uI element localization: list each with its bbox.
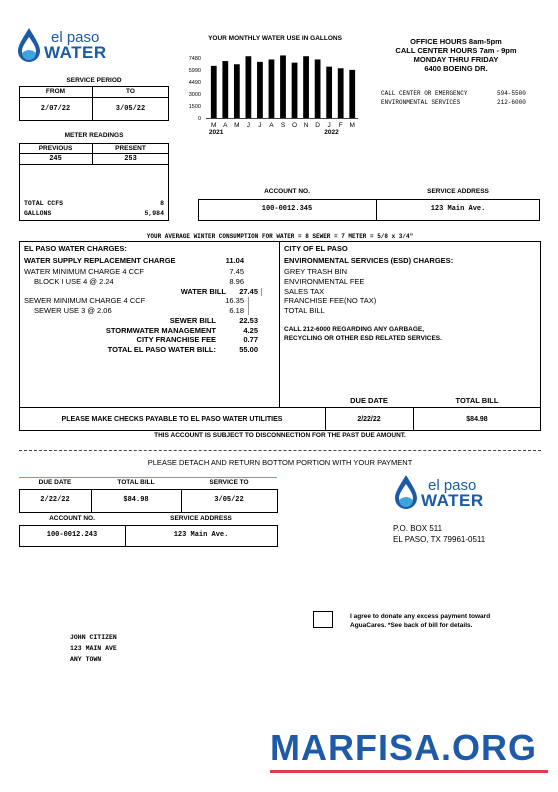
esd-charges-title: ENVIRONMENTAL SERVICES (ESD) CHARGES:	[284, 256, 454, 265]
y-tick-label: 0	[197, 116, 201, 122]
chart-title: YOUR MONTHLY WATER USE IN GALLONS	[208, 35, 342, 42]
env-services-phone: 212-6000	[497, 99, 526, 106]
account-no-value: 100-0012.345	[261, 205, 313, 213]
meter-present-value: 253	[124, 155, 137, 163]
esd-item: ENVIRONMENTAL FEE	[284, 277, 365, 286]
meter-present-label: PRESENT	[115, 145, 146, 152]
customer-city: ANY TOWN	[70, 656, 102, 663]
x-tick-label: A	[223, 122, 228, 129]
winter-consumption-line: YOUR AVERAGE WINTER CONSUMPTION FOR WATER = 8 SEWER = 7 METER = 5/8 x 3/4"	[146, 233, 414, 240]
x-tick-label: N	[303, 122, 309, 129]
service-from-value: 2/07/22	[40, 105, 71, 113]
bar	[349, 70, 355, 118]
bar	[292, 63, 298, 118]
office-address: 6400 BOEING DR.	[424, 64, 488, 73]
sewer-use-value: 6.18	[229, 306, 244, 315]
gallons-label: GALLONS	[24, 210, 52, 217]
epw-charges-title: EL PASO WATER CHARGES:	[24, 244, 127, 253]
customer-street: 123 MAIN AVE	[70, 645, 117, 652]
donate-line2: AguaCares. *See back of bill for details.	[350, 622, 473, 629]
total-ccfs-label: TOTAL CCFS	[24, 200, 64, 207]
bar	[234, 64, 240, 118]
remit-line1: P.O. BOX 511	[393, 524, 443, 533]
stub-service-to-value: 3/05/22	[214, 496, 244, 504]
esd-item: TOTAL BILL	[284, 306, 325, 315]
disconnect-notice: THIS ACCOUNT IS SUBJECT TO DISCONNECTION FOR THE PAST DUE AMOUNT.	[154, 432, 406, 439]
service-from-label: FROM	[45, 88, 66, 95]
x-tick-label: J	[258, 122, 262, 129]
stub-address-label: SERVICE ADDRESS	[170, 515, 232, 522]
x-tick-label: O	[292, 122, 298, 129]
stub-account-label: ACCOUNT NO.	[49, 515, 95, 522]
office-days: MONDAY THRU FRIDAY	[413, 55, 499, 64]
esd-note-line1: CALL 212-6000 REGARDING ANY GARBAGE,	[284, 326, 425, 333]
esd-item: SALES TAX	[284, 287, 325, 296]
watermark-underline	[270, 770, 548, 773]
stormwater-label: STORMWATER MANAGEMENT	[105, 326, 216, 335]
year-label: 2022	[324, 129, 339, 136]
water-bill-label: WATER BILL	[180, 287, 226, 296]
logo-line1: el paso	[428, 477, 477, 494]
sewer-min-label: SEWER MINIMUM CHARGE 4 CCF	[24, 296, 146, 305]
checks-payable-text: PLEASE MAKE CHECKS PAYABLE TO EL PASO WATER UTILITIES	[61, 416, 283, 423]
bar	[315, 59, 321, 118]
water-bill-value: 27.45	[239, 287, 258, 296]
esd-item: GREY TRASH BIN	[284, 267, 348, 276]
water-min-label: WATER MINIMUM CHARGE 4 CCF	[24, 267, 144, 276]
stub-address-value: 123 Main Ave.	[173, 531, 229, 539]
x-tick-label: M	[234, 122, 240, 129]
emergency-label: CALL CENTER OR EMERGENCY	[381, 90, 468, 97]
logo-line2: WATER	[421, 491, 484, 510]
bar	[257, 62, 263, 118]
esd-item: FRANCHISE FEE(NO TAX)	[284, 296, 377, 305]
account-no-label: ACCOUNT NO.	[264, 188, 310, 195]
water-drop-icon	[17, 27, 41, 63]
franchise-fee-value: 0.77	[243, 335, 258, 344]
x-tick-label: F	[338, 122, 343, 129]
esd-note-line2: RECYCLING OR OTHER ESD RELATED SERVICES.	[284, 335, 442, 342]
service-address-value: 123 Main Ave.	[430, 205, 486, 213]
stub-account-value: 100-0012.243	[46, 531, 98, 539]
total-ccfs-value: 8	[160, 200, 164, 207]
supply-charge-label: WATER SUPPLY REPLACEMENT CHARGE	[24, 256, 176, 265]
donate-line1: I agree to donate any excess payment toward	[350, 613, 491, 620]
bar	[222, 61, 228, 118]
x-tick-label: J	[327, 122, 331, 129]
customer-name: JOHN CITIZEN	[70, 634, 117, 641]
meter-previous-value: 245	[49, 155, 62, 163]
x-tick-label: D	[315, 122, 320, 129]
x-tick-label: M	[211, 122, 217, 129]
stub-logo	[394, 474, 504, 510]
stub-service-to-label: SERVICE TO	[209, 479, 249, 486]
city-charges-title: CITY OF EL PASO	[284, 244, 348, 253]
stub-total-label: TOTAL BILL	[117, 479, 155, 486]
franchise-fee-label: CITY FRANCHISE FEE	[136, 335, 216, 344]
x-tick-label: J	[246, 122, 251, 129]
y-tick-label: 7480	[188, 56, 201, 62]
tear-line	[19, 450, 541, 451]
meter-previous-label: PREVIOUS	[38, 145, 73, 152]
due-date-value: 2/22/22	[357, 416, 381, 423]
meter-readings-title: METER READINGS	[64, 132, 124, 139]
sewer-min-value: 16.35	[225, 296, 244, 305]
stormwater-value: 4.25	[243, 326, 258, 335]
logo-line1: el paso	[51, 29, 100, 46]
detach-notice: PLEASE DETACH AND RETURN BOTTOM PORTION WITH YOUR PAYMENT	[147, 458, 413, 467]
total-bill-value: $84.98	[466, 416, 488, 423]
watermark: MARFISA.ORG	[270, 727, 537, 768]
remit-line2: EL PASO, TX 79961-0511	[393, 535, 486, 544]
call-center-hours: CALL CENTER HOURS 7am - 9pm	[395, 46, 517, 55]
sewer-use-label: SEWER USE 3 @ 2.06	[34, 306, 112, 315]
y-tick-label: 3000	[188, 91, 201, 98]
gallons-value: 5,984	[144, 210, 164, 217]
stub-due-value: 2/22/22	[40, 496, 70, 504]
x-tick-label: A	[269, 122, 274, 129]
service-address-label: SERVICE ADDRESS	[427, 188, 489, 195]
bar	[246, 56, 252, 118]
x-tick-label: M	[349, 122, 355, 129]
donate-checkbox[interactable]	[313, 611, 333, 628]
water-drop-icon	[394, 474, 418, 510]
water-min-value: 7.45	[229, 267, 244, 276]
total-epw-label: TOTAL EL PASO WATER BILL:	[107, 345, 216, 354]
bar	[326, 67, 332, 118]
bar	[280, 55, 286, 118]
bar	[211, 66, 217, 118]
office-hours: OFFICE HOURS 8am-5pm	[410, 37, 502, 46]
service-period-title: SERVICE PERIOD	[66, 77, 122, 84]
due-date-label: DUE DATE	[350, 396, 388, 405]
emergency-phone: 594-5500	[497, 90, 526, 97]
logo-line2: WATER	[44, 43, 107, 62]
service-to-value: 3/05/22	[115, 105, 146, 113]
usage-chart	[180, 54, 365, 149]
stub-due-label: DUE DATE	[38, 479, 72, 486]
bar	[269, 59, 275, 118]
block-use-label: BLOCK I USE 4 @ 2.24	[34, 277, 114, 286]
year-label: 2021	[208, 129, 224, 136]
total-epw-value: 55.00	[239, 345, 258, 354]
sewer-bill-value: 22.53	[239, 316, 258, 325]
block-use-value: 8.96	[229, 277, 244, 286]
service-to-label: TO	[126, 88, 135, 95]
y-tick-label: 4490	[188, 79, 201, 86]
stub-total-value: $84.98	[123, 496, 149, 504]
y-tick-label: 1500	[188, 103, 201, 110]
env-services-label: ENVIRONMENTAL SERVICES	[381, 99, 461, 106]
total-bill-label: TOTAL BILL	[455, 396, 499, 405]
x-tick-label: S	[280, 122, 286, 129]
logo	[17, 27, 127, 63]
sewer-bill-label: SEWER BILL	[169, 316, 216, 325]
supply-charge-value: 11.04	[225, 256, 244, 265]
bar	[303, 56, 309, 118]
y-tick-label: 5990	[188, 67, 201, 74]
bar	[338, 68, 344, 118]
